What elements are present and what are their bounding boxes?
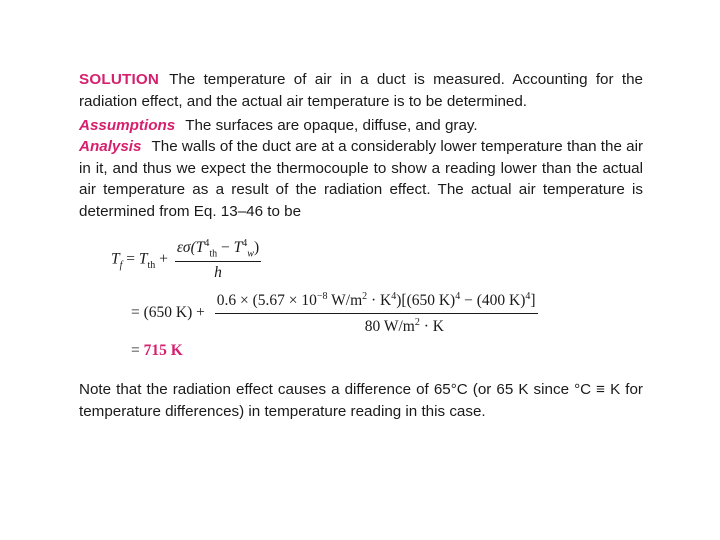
eq-step2-den-sup: 2: [414, 317, 420, 329]
analysis-heading: Analysis: [79, 138, 142, 155]
note-text: Note that the radiation effect causes a difference of 65°C (or 65 K since °C ≡ K for temperature differences) in temperature reading in this case.: [79, 381, 643, 420]
eq-step2-lhs: = (650 K) +: [131, 304, 205, 322]
solution-heading: SOLUTION: [79, 71, 160, 88]
eq-num-t1: T: [195, 239, 205, 257]
eq-step2-den-a: 80 W/m: [364, 318, 415, 336]
eq-step2-num-c: · K: [367, 292, 392, 310]
eq-step2-num-a: 0.6 × (5.67 × 10: [216, 292, 317, 310]
eq-step2-num-d-sup: 4: [455, 291, 461, 302]
eq-num-minus: −: [217, 239, 234, 257]
eq-num-t2-sub: w: [247, 248, 254, 260]
eq-equals: =: [126, 250, 136, 268]
equation-substitution: [131, 291, 538, 336]
eq-plus: +: [159, 250, 168, 268]
note-paragraph: [79, 379, 643, 422]
eq-th-sub: th: [147, 259, 156, 271]
eq-numerator: [175, 238, 261, 261]
eq-num-t2: T: [233, 239, 243, 257]
eq-num-t2-sup: 4: [242, 238, 248, 249]
eq-step2-fraction: [215, 291, 538, 336]
eq-step2-den-b: · K: [419, 318, 444, 336]
equation-result: [131, 342, 183, 360]
equation-formula: [111, 238, 264, 282]
eq-step2-num-d: )[(650 K): [396, 292, 456, 310]
assumptions-heading: Assumptions: [79, 117, 176, 134]
assumptions-paragraph: [79, 115, 643, 137]
eq-num-t1-sub: th: [209, 248, 218, 260]
eq-denominator: h: [175, 261, 261, 282]
eq-num-suffix: ): [253, 239, 260, 257]
analysis-paragraph: [79, 136, 643, 222]
eq-lhs-symbol: T: [111, 250, 120, 268]
assumptions-text: The surfaces are opaque, diffuse, and gray.: [185, 117, 478, 134]
eq-step2-num-exp: −8: [316, 291, 328, 302]
eq-step2-num-e: − (400 K): [460, 292, 526, 310]
eq-fraction: [175, 238, 261, 282]
eq-step2-num-e-sup: 4: [525, 291, 531, 302]
eq-step2-num-c-sup: 4: [391, 291, 397, 302]
eq-step2-num-f: ]: [530, 292, 536, 310]
eq-step2-num-b-sup: 2: [362, 291, 368, 302]
eq-step2-num-b: W/m: [327, 292, 363, 310]
eq-result-value: 715 K: [143, 342, 183, 359]
solution-paragraph: [79, 69, 643, 112]
solution-text: The temperature of air in a duct is measured. Accounting for the radiation effect, and the actual air temperature is to be determined.: [79, 71, 643, 110]
analysis-text: The walls of the duct are at a considerably lower temperature than the air in it, and thus we expect the thermocouple to show a reading lower than the actual air temperature as a result of the radiation effect. The actual air temperature is determined from Eq. 13–46 to be: [79, 138, 643, 220]
eq-step3-equals: =: [131, 342, 144, 359]
eq-num-prefix: εσ(: [176, 239, 196, 257]
eq-lhs-sub: f: [119, 259, 123, 271]
eq-num-t1-sup: 4: [204, 238, 210, 249]
eq-th-symbol: T: [138, 250, 148, 268]
eq-step2-denominator: [215, 313, 538, 336]
eq-step2-numerator: [215, 291, 538, 313]
